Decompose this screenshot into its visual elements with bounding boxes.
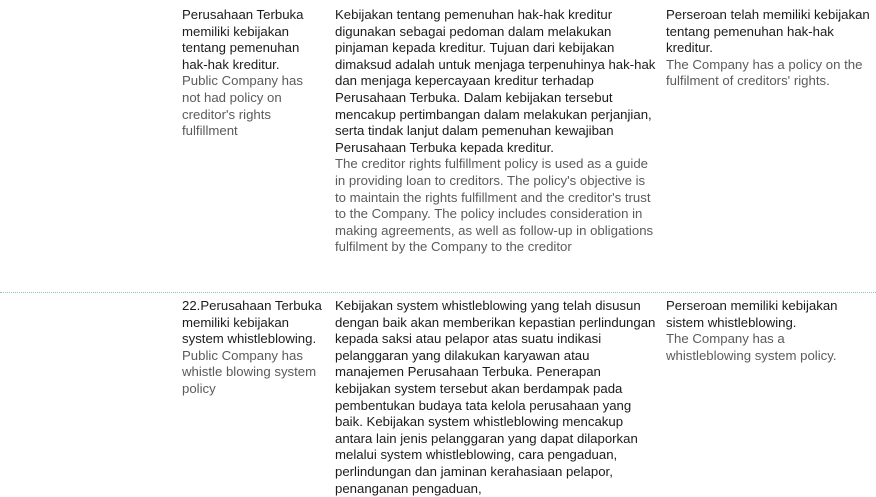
status-text-id: Perseroan telah memiliki kebijakan tentang pemenuhan hak-hak kreditur.: [666, 7, 870, 56]
policy-text-id: Kebijakan system whistleblowing yang telah disusun dengan baik akan memberikan kepastian perlindungan kepada saksi atau pelapor atas suatu indikasi pelanggaran yang dilakukan karyawan atau manajemen Perusahaan Terbuka. Penerapan kebijakan system tersebut akan berdampak pada pembentukan budaya tata kelola perusahaan yang baik. Kebijakan system whistleblowing mencakup antara lain jenis pelanggaran yang dapat dilaporkan melalui system whistleblowing, cara pengaduan, perlindungan dan jaminan kerahasiaan pelapor, penanganan pengaduan,: [335, 298, 656, 496]
policy-cell: [335, 7, 657, 256]
criteria-cell: [182, 298, 322, 398]
status-cell: [666, 7, 871, 90]
criteria-text-en: Public Company has not had policy on creditor's rights fulfillment: [182, 73, 303, 139]
criteria-text-id: 22.Perusahaan Terbuka memiliki kebijakan system whistleblowing.: [182, 298, 322, 347]
policy-cell: [335, 298, 657, 497]
policy-text-id: Kebijakan tentang pemenuhan hak-hak kreditur digunakan sebagai pedoman dalam melakukan pinjaman kepada kreditur. Tujuan dari kebijakan dimaksud adalah untuk menjaga terpenuhinya hak-hak dan menjaga kepercayaan kreditur terhadap Perusahaan Terbuka. Dalam kebijakan tersebut mencakup pertimbangan dalam melakukan perjanjian, serta tindak lanjut dalam pemenuhan kewajiban Perusahaan Terbuka kepada kreditur.: [335, 7, 656, 155]
status-cell: [666, 298, 871, 364]
status-text-en: The Company has a policy on the fulfilment of creditors' rights.: [666, 56, 863, 89]
row-divider: [0, 292, 876, 293]
status-text-id: Perseroan memiliki kebijakan sistem whistleblowing.: [666, 298, 838, 330]
criteria-text-en: Public Company has whistle blowing system policy: [182, 347, 317, 396]
status-text-en: The Company has a whistleblowing system policy.: [666, 331, 837, 363]
criteria-cell: [182, 7, 322, 140]
policy-text-en: The creditor rights fulfillment policy is used as a guide in providing loan to creditors. The policy's objective is to maintain the rights fulfillment and the creditor's trust to the Company. The policy includes consideration in making agreements, as well as follow-up in obligations fulfilment by the Company to the creditor: [335, 156, 654, 255]
criteria-text-id: Perusahaan Terbuka memiliki kebijakan tentang pemenuhan hak-hak kreditur.: [182, 7, 304, 72]
